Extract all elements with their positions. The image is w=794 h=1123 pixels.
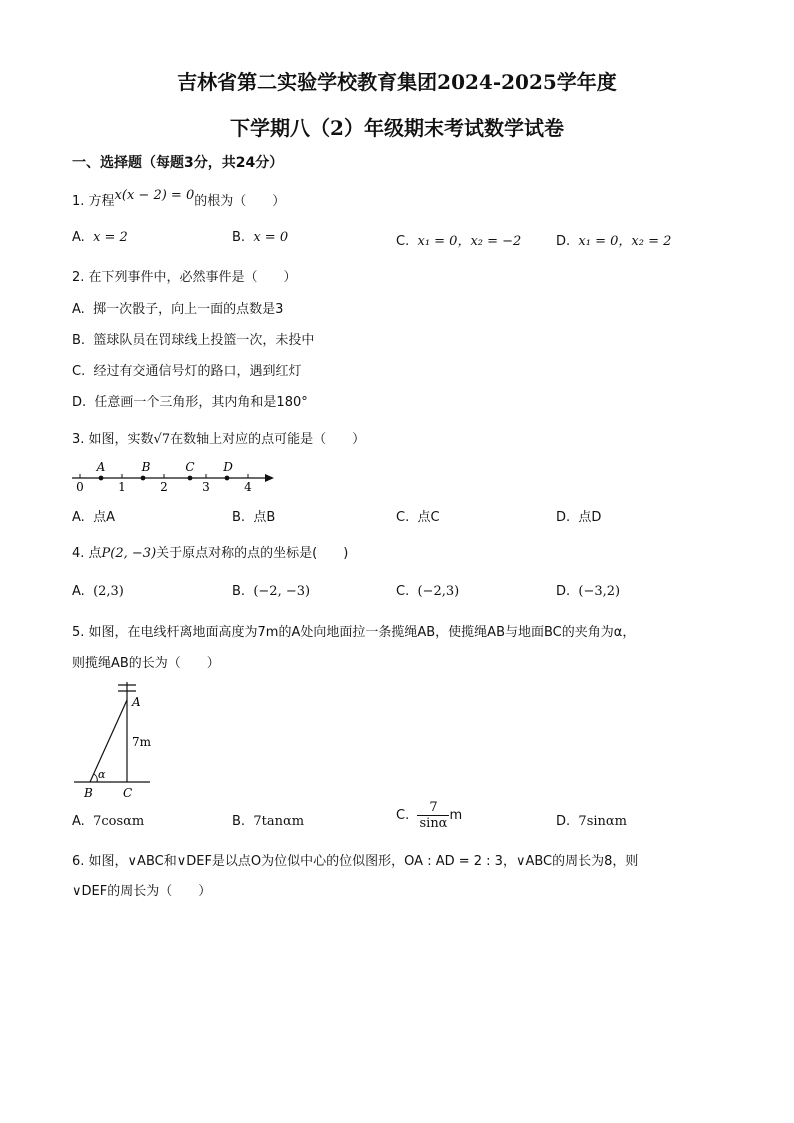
point-a <box>99 476 104 481</box>
angle-arc <box>94 774 97 782</box>
q5-option-c-fraction: $\frac{7}{\sin\alpha}$ <box>419 800 448 831</box>
q4-option-a[interactable]: A. (2,3) <box>72 584 124 599</box>
q4-option-c[interactable]: C. (−2,3) <box>396 584 460 599</box>
q3-option-d[interactable]: D. 点D <box>556 510 602 525</box>
number-line-arrow <box>265 474 274 482</box>
title-line-1: 吉林省第二实验学校教育集团2024-2025学年度 <box>177 70 617 94</box>
label-c: C <box>123 786 133 800</box>
point-c <box>188 476 193 481</box>
label-a: A <box>132 695 141 709</box>
q5-option-a[interactable]: A. 7cosαm <box>72 814 145 829</box>
q2-option-a[interactable]: A. 掷一次骰子，向上一面的点数是3 <box>72 302 284 317</box>
q1-option-a[interactable]: A. x = 2 <box>72 230 128 245</box>
number-line-figure <box>68 456 280 494</box>
section-heading: 一、选择题（每题3分，共24分） <box>72 155 284 171</box>
question-1 <box>72 190 285 209</box>
label-b: B <box>84 786 93 800</box>
guy-wire <box>90 700 127 782</box>
q2-option-b[interactable]: B. 篮球队员在罚球线上投篮一次，未投中 <box>72 333 315 348</box>
tick-label-3: 3 <box>202 480 210 494</box>
point-b <box>141 476 146 481</box>
q3-option-a[interactable]: A. 点A <box>72 510 115 525</box>
question-6-line-1: 6. 如图，∨ABC和∨DEF是以点O为位似中心的位似图形，OA : AD = 2 : 3，∨ABC的周长为8，则 <box>72 854 639 869</box>
q5-option-c[interactable]: C. $\frac{7}{\sin\alpha}$ m <box>396 800 463 831</box>
question-5-line-2: 则揽绳AB的长为（ ） <box>72 656 220 671</box>
question-5-line-1: 5. 如图，在电线杆离地面高度为7m的A处向地面拉一条揽绳AB，使揽绳AB与地面BC的夹角为α， <box>72 625 636 640</box>
point-label-a: A <box>96 460 106 474</box>
q4-option-d[interactable]: D. (−3,2) <box>556 584 621 599</box>
question-6-line-2: ∨DEF的周长为（ ） <box>72 884 212 899</box>
question-4: 4. 点P(2, −3)关于原点对称的点的坐标是( ) <box>72 546 349 561</box>
point-label-c: C <box>185 460 195 474</box>
q1-equation: x(x − 2) = 0 <box>114 188 195 203</box>
point-d <box>225 476 230 481</box>
q1-option-c[interactable]: C. x₁ = 0，x₂ = −2 <box>396 234 522 249</box>
q1-option-d[interactable]: D. x₁ = 0，x₂ = 2 <box>556 234 672 249</box>
q4-point: P(2, −3) <box>101 546 157 561</box>
question-2: 2. 在下列事件中，必然事件是（ ） <box>72 270 297 285</box>
q3-option-c[interactable]: C. 点C <box>396 510 440 525</box>
q1-prefix: 1. 方程 <box>72 194 115 209</box>
q4-option-b[interactable]: B. (−2, −3) <box>232 584 311 599</box>
q3-option-b[interactable]: B. 点B <box>232 510 276 525</box>
q3-radical: √7 <box>153 432 171 447</box>
question-3: 3. 如图，实数√7在数轴上对应的点可能是（ ） <box>72 432 366 447</box>
q2-option-c[interactable]: C. 经过有交通信号灯的路口，遇到红灯 <box>72 364 302 379</box>
q1-suffix: 的根为（ ） <box>194 194 286 209</box>
point-label-b: B <box>141 460 151 474</box>
label-alpha: α <box>98 768 106 781</box>
q5-option-b[interactable]: B. 7tanαm <box>232 814 305 829</box>
label-height: 7m <box>132 735 152 749</box>
number-line-ticks <box>80 474 248 478</box>
tick-label-2: 2 <box>160 480 168 494</box>
tick-label-0: 0 <box>76 480 84 494</box>
tick-label-4: 4 <box>244 480 252 494</box>
q2-option-d[interactable]: D. 任意画一个三角形，其内角和是180° <box>72 395 308 410</box>
q5-option-d[interactable]: D. 7sinαm <box>556 814 628 829</box>
pole-figure <box>70 676 160 802</box>
q1-option-b[interactable]: B. x = 0 <box>232 230 289 245</box>
tick-label-1: 1 <box>118 480 126 494</box>
point-label-d: D <box>223 460 233 474</box>
title-line-2: 下学期八（2）年级期末考试数学试卷 <box>230 116 564 140</box>
